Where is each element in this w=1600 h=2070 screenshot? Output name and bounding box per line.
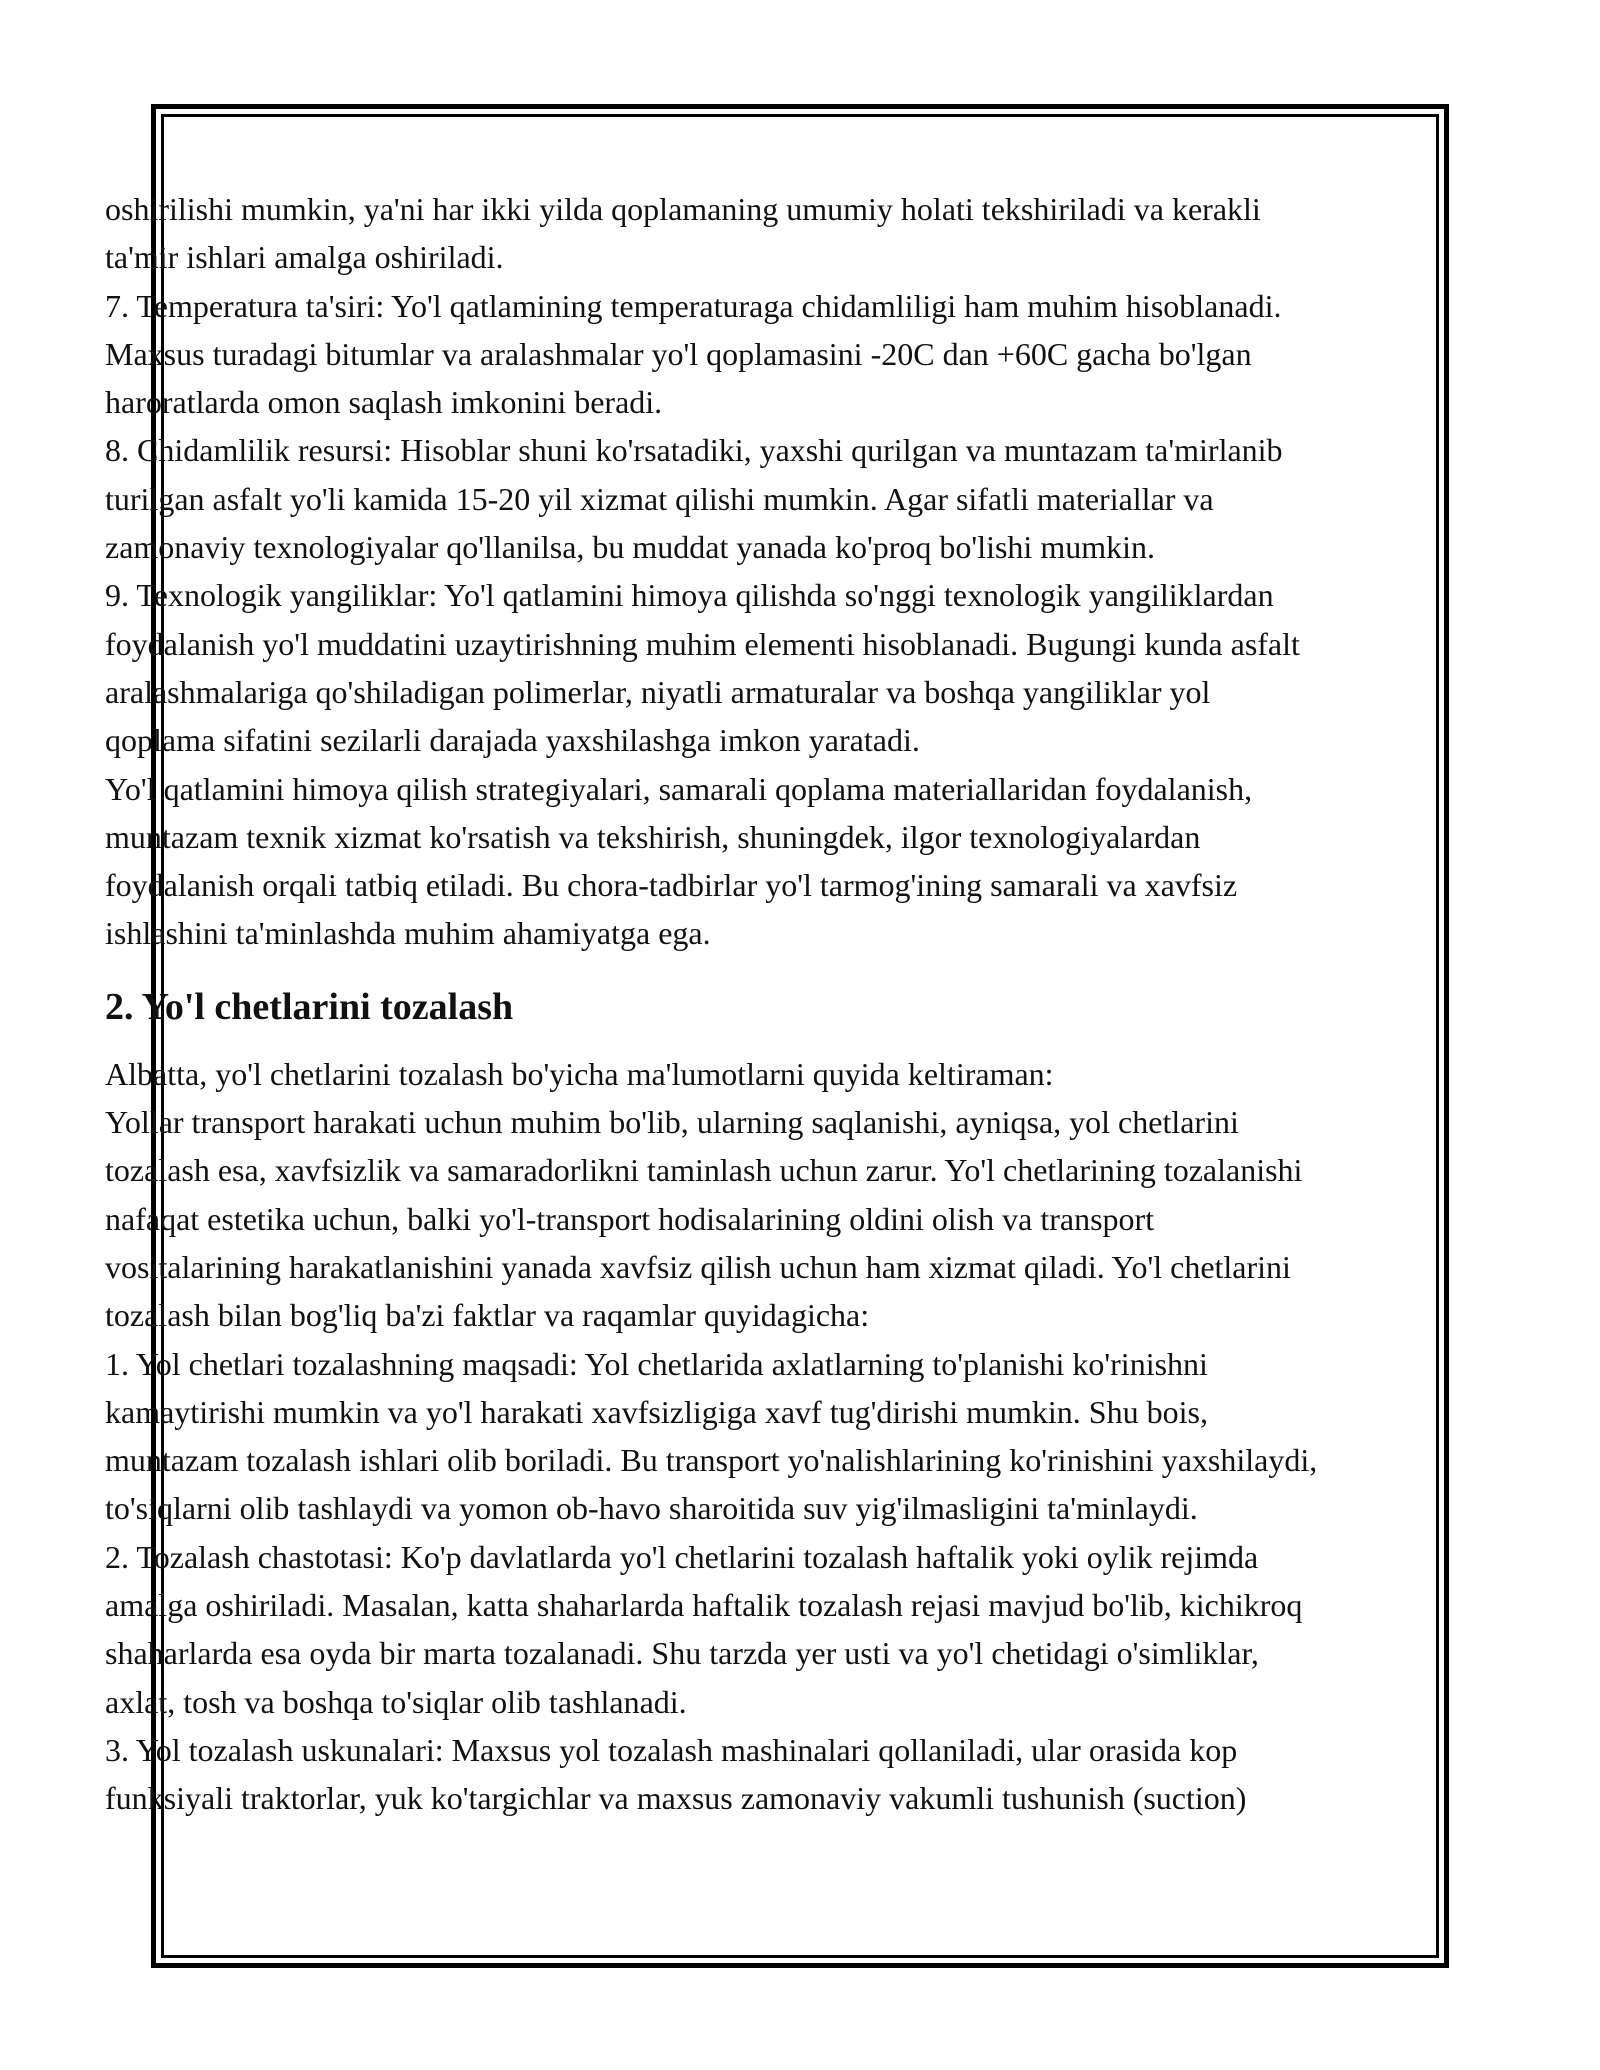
text-line: foydalanish yo'l muddatini uzaytirishning muhim elementi hisoblanadi. Bugungi kunda asfalt <box>105 625 1300 662</box>
text-line: muntazam texnik xizmat ko'rsatish va tekshirish, shuningdek, ilgor texnologiyalardan <box>105 818 1201 855</box>
text-line: Albatta, yo'l chetlarini tozalash bo'yicha ma'lumotlarni quyida keltiraman: <box>105 1055 1054 1092</box>
text-line: Maxsus turadagi bitumlar va aralashmalar yo'l qoplamasini -20C dan +60C gacha bo'lgan <box>105 335 1252 372</box>
document-body <box>105 185 1505 1823</box>
text-line: 8. Chidamlilik resursi: Hisoblar shuni ko'rsatadiki, yaxshi qurilgan va muntazam ta'mirlanib <box>105 432 1283 469</box>
text-line: 9. Texnologik yangiliklar: Yo'l qatlamini himoya qilishda so'nggi texnologik yangiliklardan <box>105 577 1274 614</box>
text-line: foydalanish orqali tatbiq etiladi. Bu chora-tadbirlar yo'l tarmog'ining samarali va xavfsiz <box>105 867 1238 904</box>
text-line: tozalash esa, xavfsizlik va samaradorlikni taminlash uchun zarur. Yo'l chetlarining tozalanishi <box>105 1152 1303 1189</box>
text-line: oshirilishi mumkin, ya'ni har ikki yilda qoplamaning umumiy holati tekshiriladi va kerakli <box>105 191 1261 227</box>
text-line: axlat, tosh va boshqa to'siqlar olib tashlanadi. <box>105 1683 687 1720</box>
text-line: haroratlarda omon saqlash imkonini beradi. <box>105 384 663 421</box>
text-line: zamonaviy texnologiyalar qo'llanilsa, bu muddat yanada ko'proq bo'lishi mumkin. <box>105 529 1155 566</box>
text-line: tozalash bilan bog'liq ba'zi faktlar va raqamlar quyidagicha: <box>105 1297 870 1334</box>
text-block-before <box>105 185 1505 958</box>
text-line: 7. Temperatura ta'siri: Yo'l qatlamining temperaturaga chidamliligi ham muhim hisoblanadi. <box>105 287 1282 324</box>
section-heading: 2. Yo'l chetlarini tozalash <box>105 985 514 1028</box>
text-line: amalga oshiriladi. Masalan, katta shaharlarda haftalik tozalash rejasi mavjud bo'lib, kichikroq <box>105 1587 1303 1624</box>
text-line: ishlashini ta'minlashda muhim ahamiyatga ega. <box>105 915 711 952</box>
text-line: vositalarining harakatlanishini yanada xavfsiz qilish uchun ham xizmat qiladi. Yo'l chetlarini <box>105 1248 1291 1285</box>
text-line: aralashmalariga qo'shiladigan polimerlar, niyatli armaturalar va boshqa yangiliklar yol <box>105 673 1211 710</box>
text-line: 1. Yol chetlari tozalashning maqsadi: Yol chetlarida axlatlarning to'planishi ko'rinishni <box>105 1345 1208 1382</box>
text-line: Yollar transport harakati uchun muhim bo'lib, ularning saqlanishi, ayniqsa, yol chetlarini <box>105 1104 1239 1141</box>
text-line: 3. Yol tozalash uskunalari: Maxsus yol tozalash mashinalari qollaniladi, ular orasida kop <box>105 1731 1238 1768</box>
text-line: qoplama sifatini sezilarli darajada yaxshilashga imkon yaratadi. <box>105 722 920 759</box>
text-block-after <box>105 1050 1505 1823</box>
text-line: turilgan asfalt yo'li kamida 15-20 yil xizmat qilishi mumkin. Agar sifatli materiallar va <box>105 480 1214 517</box>
text-line: funksiyali traktorlar, yuk ko'targichlar va maxsus zamonaviy vakumli tushunish (suction) <box>105 1780 1247 1817</box>
text-line: Yo'l qatlamini himoya qilish strategiyalari, samarali qoplama materiallaridan foydalanish, <box>105 770 1253 807</box>
text-line: muntazam tozalash ishlari olib boriladi. Bu transport yo'nalishlarining ko'rinishini yaxshilaydi, <box>105 1442 1318 1479</box>
text-line: kamaytirishi mumkin va yo'l harakati xavfsizligiga xavf tug'dirishi mumkin. Shu bois, <box>105 1393 1208 1430</box>
text-line: nafaqat estetika uchun, balki yo'l-transport hodisalarining oldini olish va transport <box>105 1200 1155 1237</box>
text-line: ta'mir ishlari amalga oshiriladi. <box>105 239 504 276</box>
text-line: to'siqlarni olib tashlaydi va yomon ob-havo sharoitida suv yig'ilmasligini ta'minlaydi. <box>105 1490 1198 1527</box>
text-line: shaharlarda esa oyda bir marta tozalanadi. Shu tarzda yer usti va yo'l chetidagi o'simliklar, <box>105 1635 1259 1672</box>
text-line: 2. Tozalash chastotasi: Ko'p davlatlarda yo'l chetlarini tozalash haftalik yoki oylik rejimda <box>105 1538 1259 1575</box>
